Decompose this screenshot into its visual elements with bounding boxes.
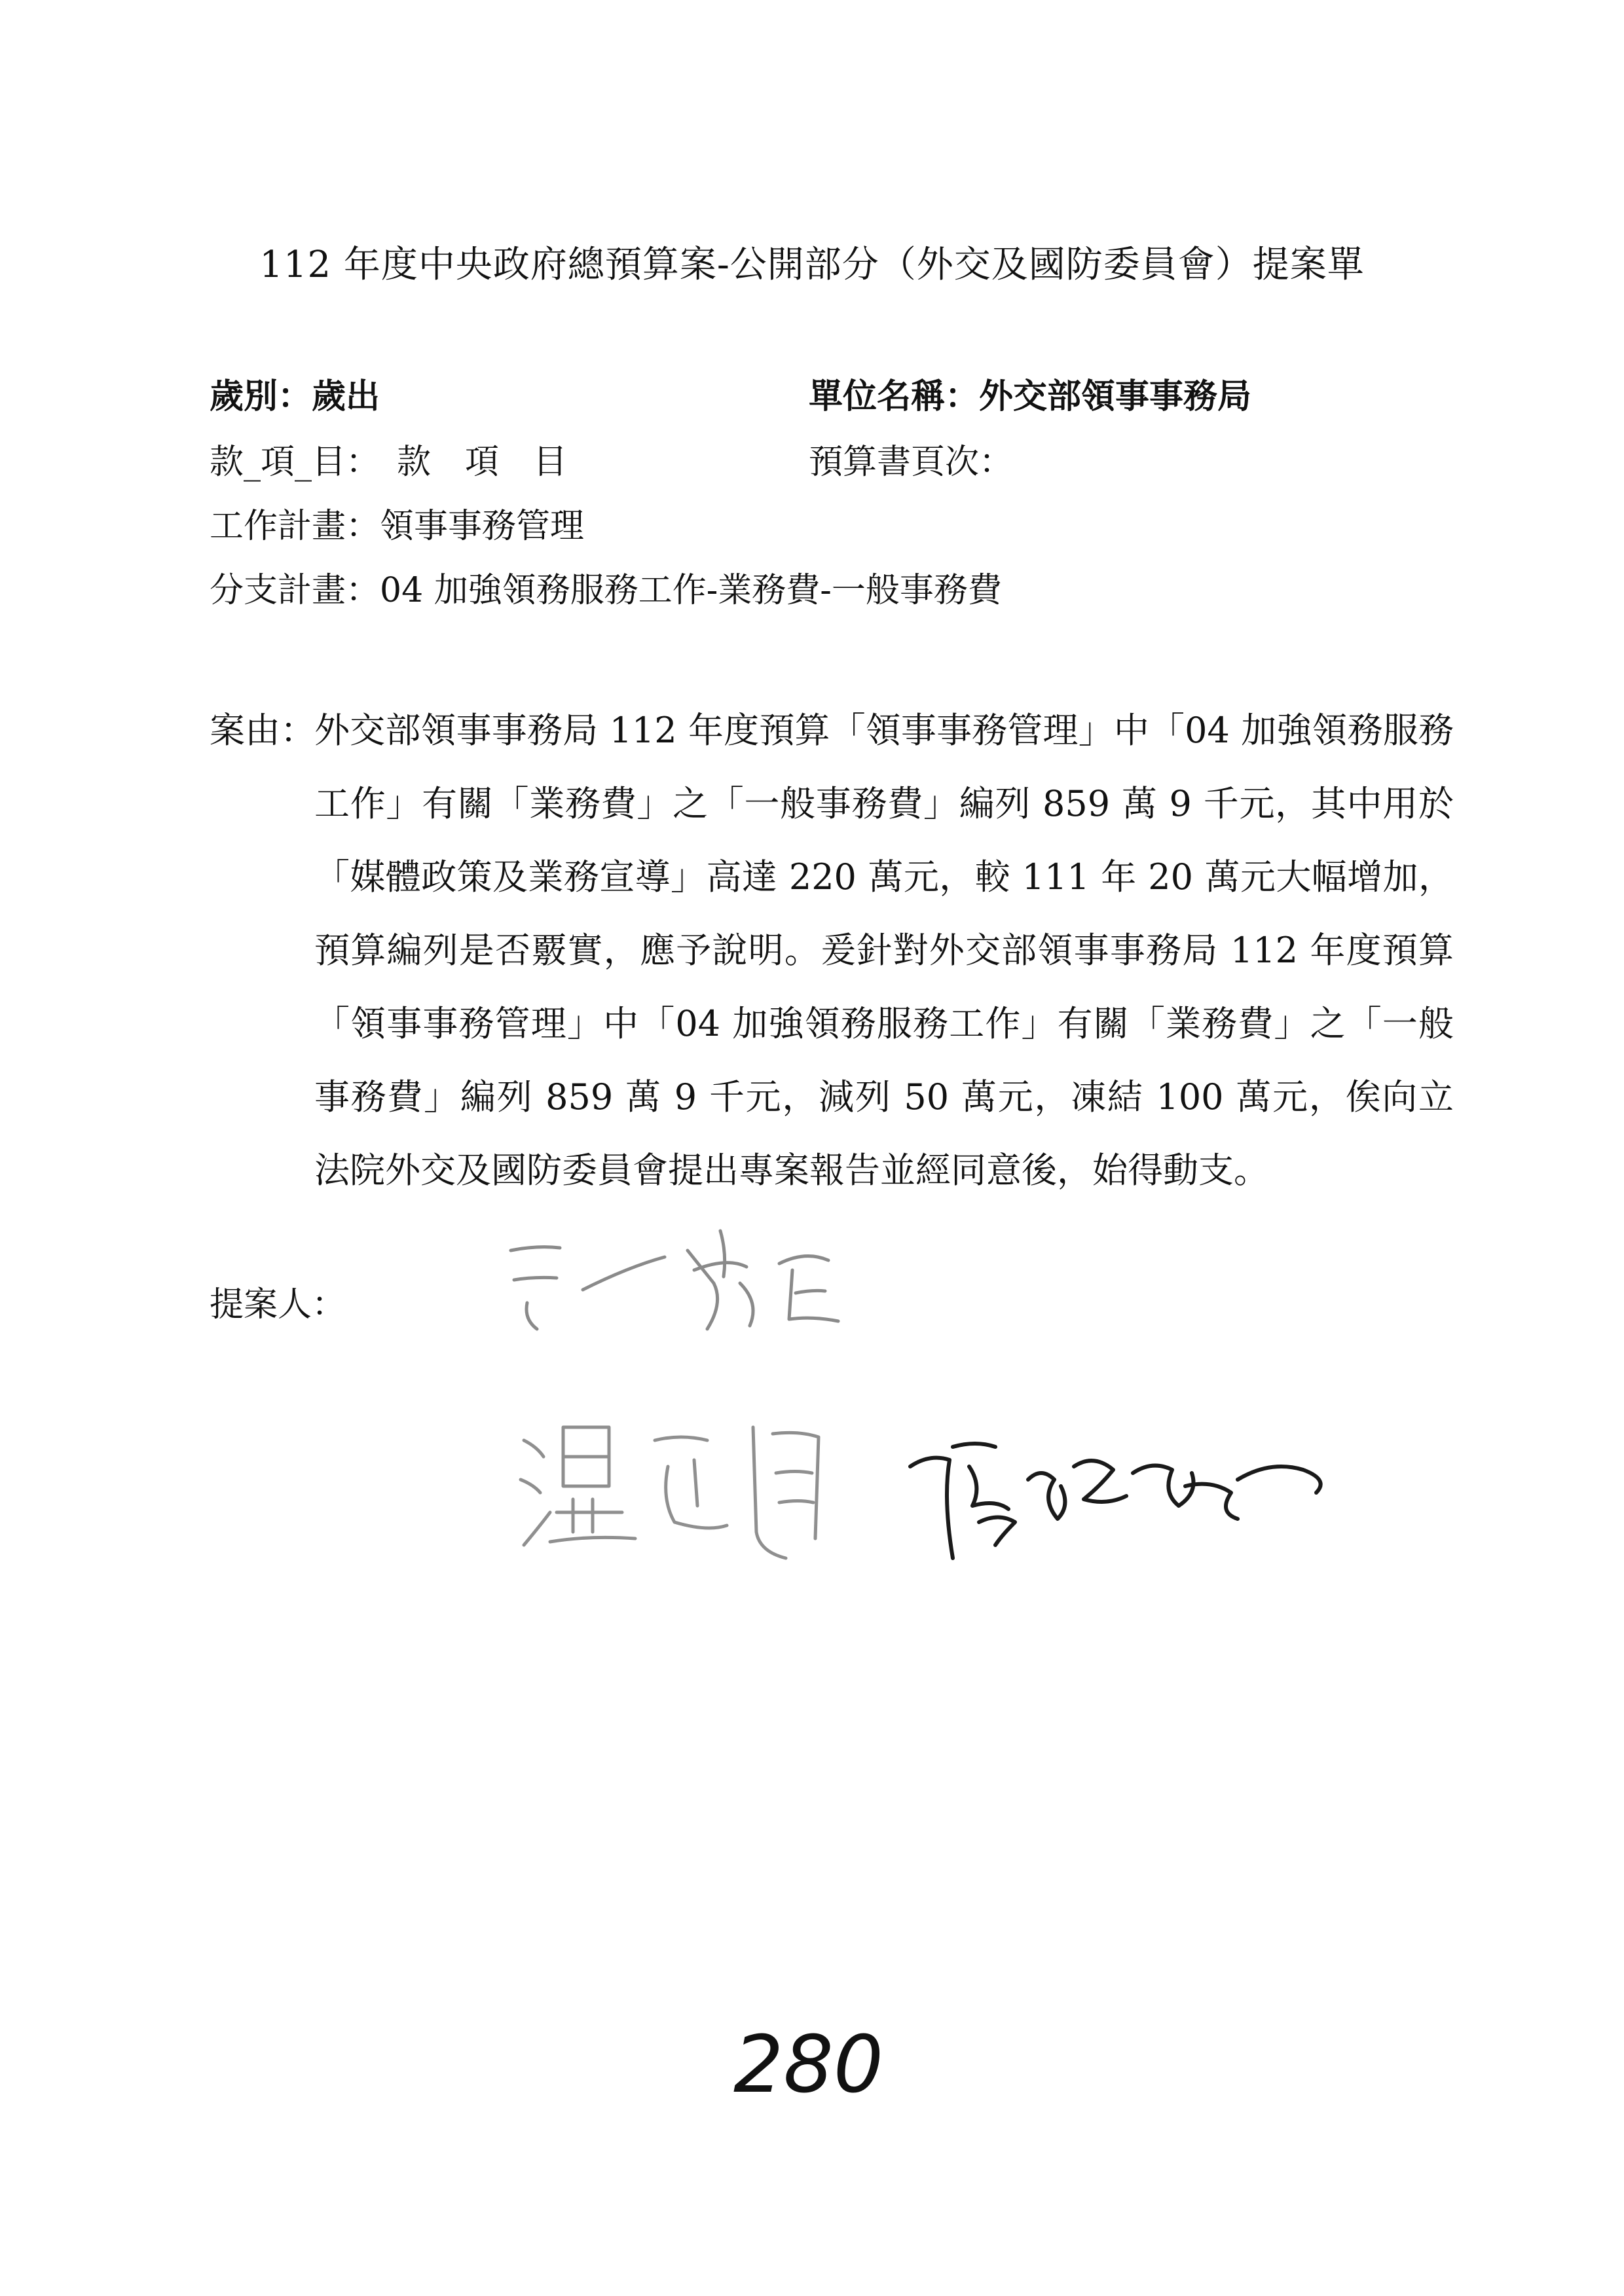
category-field: 歲別：歲出 <box>210 376 380 416</box>
reason-label: 案由： <box>210 710 316 751</box>
reason-text: 外交部領事事務局 112 年度預算「領事事務管理」中「04 加強領務服務工作」有關「業務費」之「一般事務費」編列 859 萬 9 千元，其中用於「媒體政策及業務宣導」高達 220 萬元，較 111 年 20 萬元大幅增加，預算編列是否覈實，應予說明。爰針對外交部領事事務局 112 年度預算「領事事務管理」中「04 加強領務服務工作」有關「業務費」之「一般事務費」編列 859 萬 9 千元，減列 50 萬元，凍結 100 萬元，俟向立法院外交及國防委員會提出專案報告並經同意後，始得動支。 <box>314 710 1454 1191</box>
work-plan-field: 工作計畫：領事事務管理 <box>210 507 585 546</box>
signature-3 <box>904 1408 1336 1571</box>
reason-section <box>210 694 1454 1207</box>
signature-2 <box>511 1401 877 1571</box>
unit-name-field: 單位名稱：外交部領事事務局 <box>809 376 1252 416</box>
proposer-label: 提案人： <box>210 1285 346 1324</box>
item-field: 款_項_目： 款 項 目 <box>210 443 568 482</box>
document-title: 112 年度中央政府總預算案-公開部分（外交及國防委員會）提案單 <box>259 244 1365 286</box>
page-number <box>720 2016 943 2108</box>
page-number-text: 280 <box>733 2020 884 2108</box>
budget-page-field: 預算書頁次： <box>809 443 1014 482</box>
sub-plan-field: 分支計畫：04 加強領務服務工作-業務費-一般事務費 <box>210 571 1002 610</box>
signature-1 <box>498 1205 864 1355</box>
